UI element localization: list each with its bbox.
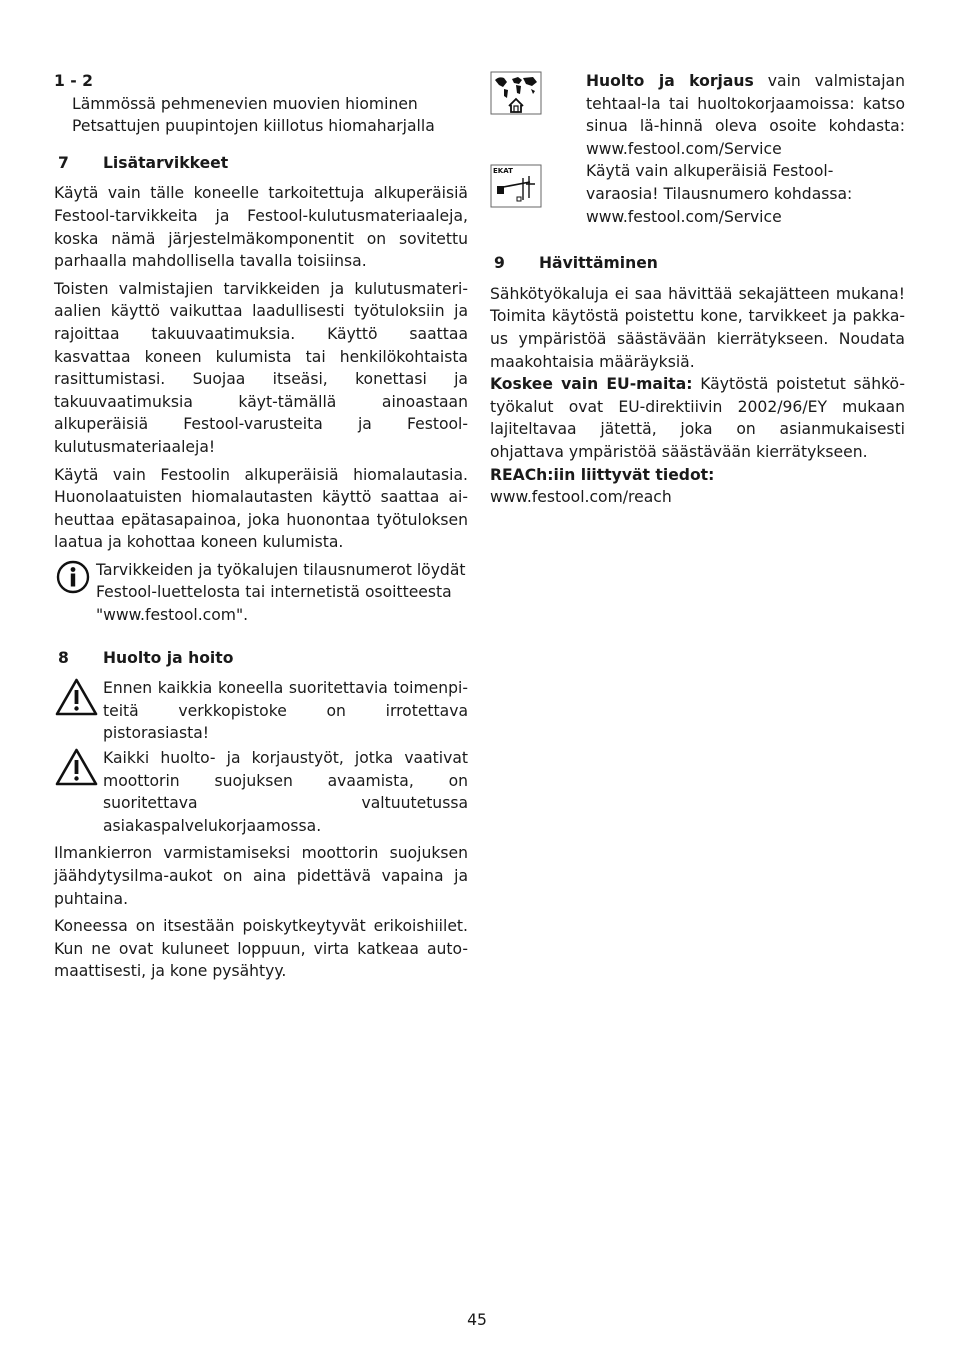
reach-label: REACh:iin liittyvät tiedot:	[490, 465, 715, 484]
range-line-1: Lämmössä pehmenevien muovien hiominen	[72, 94, 418, 113]
left-column	[54, 70, 468, 983]
info-note	[54, 559, 468, 627]
section-8-paragraph-2: Koneessa on itsestään poiskytkeytyvät erikoishiilet. Kun ne ovat kuluneet loppuun, virta katkeaa auto-maattisesti, ja kone pysähtyy.	[54, 917, 468, 981]
service-text	[586, 70, 905, 160]
section-7-number: 7	[58, 153, 69, 172]
right-column	[490, 70, 905, 509]
world-service-icon	[490, 70, 542, 120]
warning-1	[54, 677, 468, 745]
section-8-paragraph-1: Ilmankierron varmistamiseksi moottorin suojuksen jäähdytysilma-aukot on aina pidettävä vapaina ja puhtaina.	[54, 844, 468, 908]
section-7-heading	[54, 152, 468, 175]
ekat-block	[490, 160, 905, 228]
section-9-paragraph: Sähkötyökaluja ei saa hävittää sekajätteen mukana! Toimita käytöstä poistettu kone, tarvikkeet ja pakka-us ympäristöä säästävään kierrätykseen. Noudata maakohtaisia määräyksiä.	[490, 284, 905, 371]
range-label: 1 - 2	[54, 72, 94, 90]
section-9-title: Hävittäminen	[539, 254, 658, 273]
info-icon	[54, 559, 92, 599]
page-number: 45	[467, 1311, 487, 1329]
warning-icon	[54, 747, 99, 791]
warning-2-text: Kaikki huolto- ja korjaustyöt, jotka vaativat moottorin suojuksen avaamista, on suoritettava valtuutetussa asiakaspalvelukorjaamossa.	[103, 749, 468, 835]
ekat-spare-parts-icon	[490, 164, 542, 212]
ekat-text: Käytä vain alkuperäisiä Festool- varaosia! Tilausnumero kohdassa: www.festool.com/Service	[586, 162, 853, 226]
section-7-paragraph-2: Toisten valmistajien tarvikkeiden ja kulutusmateri-aalien käyttö vaikuttaa laadullisesti työtuloksiin ja rajoittaa takuuvaatimuksia. Käyttö saattaa kasvattaa koneen kulumista tai henkilökohtaista rasittumistasi. Suojaa itseäsi, konettasi ja takuuvaatimuksia käyt-tämällä ainoastaan alkuperäisiä Festool-varusteita ja Festool-kulutusmateriaaleja!	[54, 279, 468, 456]
section-7-paragraph-3: Käytä vain Festoolin alkuperäisiä hiomalautasia. Huonolaatuisten hiomalautasten käyttö saattaa ai-heuttaa epätasapainoa, joka huonontaa työtuloksen laatua ja kohottaa koneen kulumista.	[54, 465, 468, 552]
range-line-2: Petsattujen puupintojen kiillotus hiomaharjalla	[72, 117, 435, 136]
service-rest: vain valmistajan tehtaal-la tai huoltokorjaamoissa: katso sinua lä-hinnä oleva osoite kohdasta: www.festool.com/Service	[586, 72, 905, 158]
eu-bold: Koskee vain EU-maita:	[490, 375, 693, 394]
section-8-heading	[54, 647, 468, 670]
ekat-icon-label: EKAT	[493, 167, 513, 176]
section-8-title: Huolto ja hoito	[103, 648, 234, 667]
service-block	[490, 70, 905, 160]
section-7-title: Lisätarvikkeet	[103, 153, 229, 172]
eu-paragraph	[490, 373, 905, 463]
reach-url: www.festool.com/reach	[490, 488, 672, 507]
warning-icon	[54, 677, 99, 721]
section-8-number: 8	[58, 648, 69, 667]
section-9-number: 9	[494, 254, 505, 273]
warning-1-text: Ennen kaikkia koneella suoritettavia toimenpi-teitä verkkopistoke on irrotettava pistorasiasta!	[103, 679, 468, 743]
section-9-heading	[490, 252, 905, 275]
info-note-text: Tarvikkeiden ja työkalujen tilausnumerot löydät Festool-luettelosta tai internetistä osoitteesta "www.festool.com".	[96, 560, 466, 625]
section-7-paragraph-1: Käytä vain tälle koneelle tarkoitettuja alkuperäisiä Festool-tarvikkeita ja Festool-kulutusmateriaaleja, koska nämä järjestelmäkomponentit on sovitettu parhaalla mahdollisella tavalla toisiinsa.	[54, 184, 468, 271]
service-bold: Huolto ja korjaus	[586, 72, 754, 90]
eu-text: Käytöstä poistetut sähkö-työkalut ovat EU-direktiivin 2002/96/EY mukaan lajiteltavaa jätettä, joka on asianmukaisesti ohjattava ympäristöä säästävään kierrätykseen.	[490, 375, 906, 461]
warning-2	[54, 747, 468, 837]
